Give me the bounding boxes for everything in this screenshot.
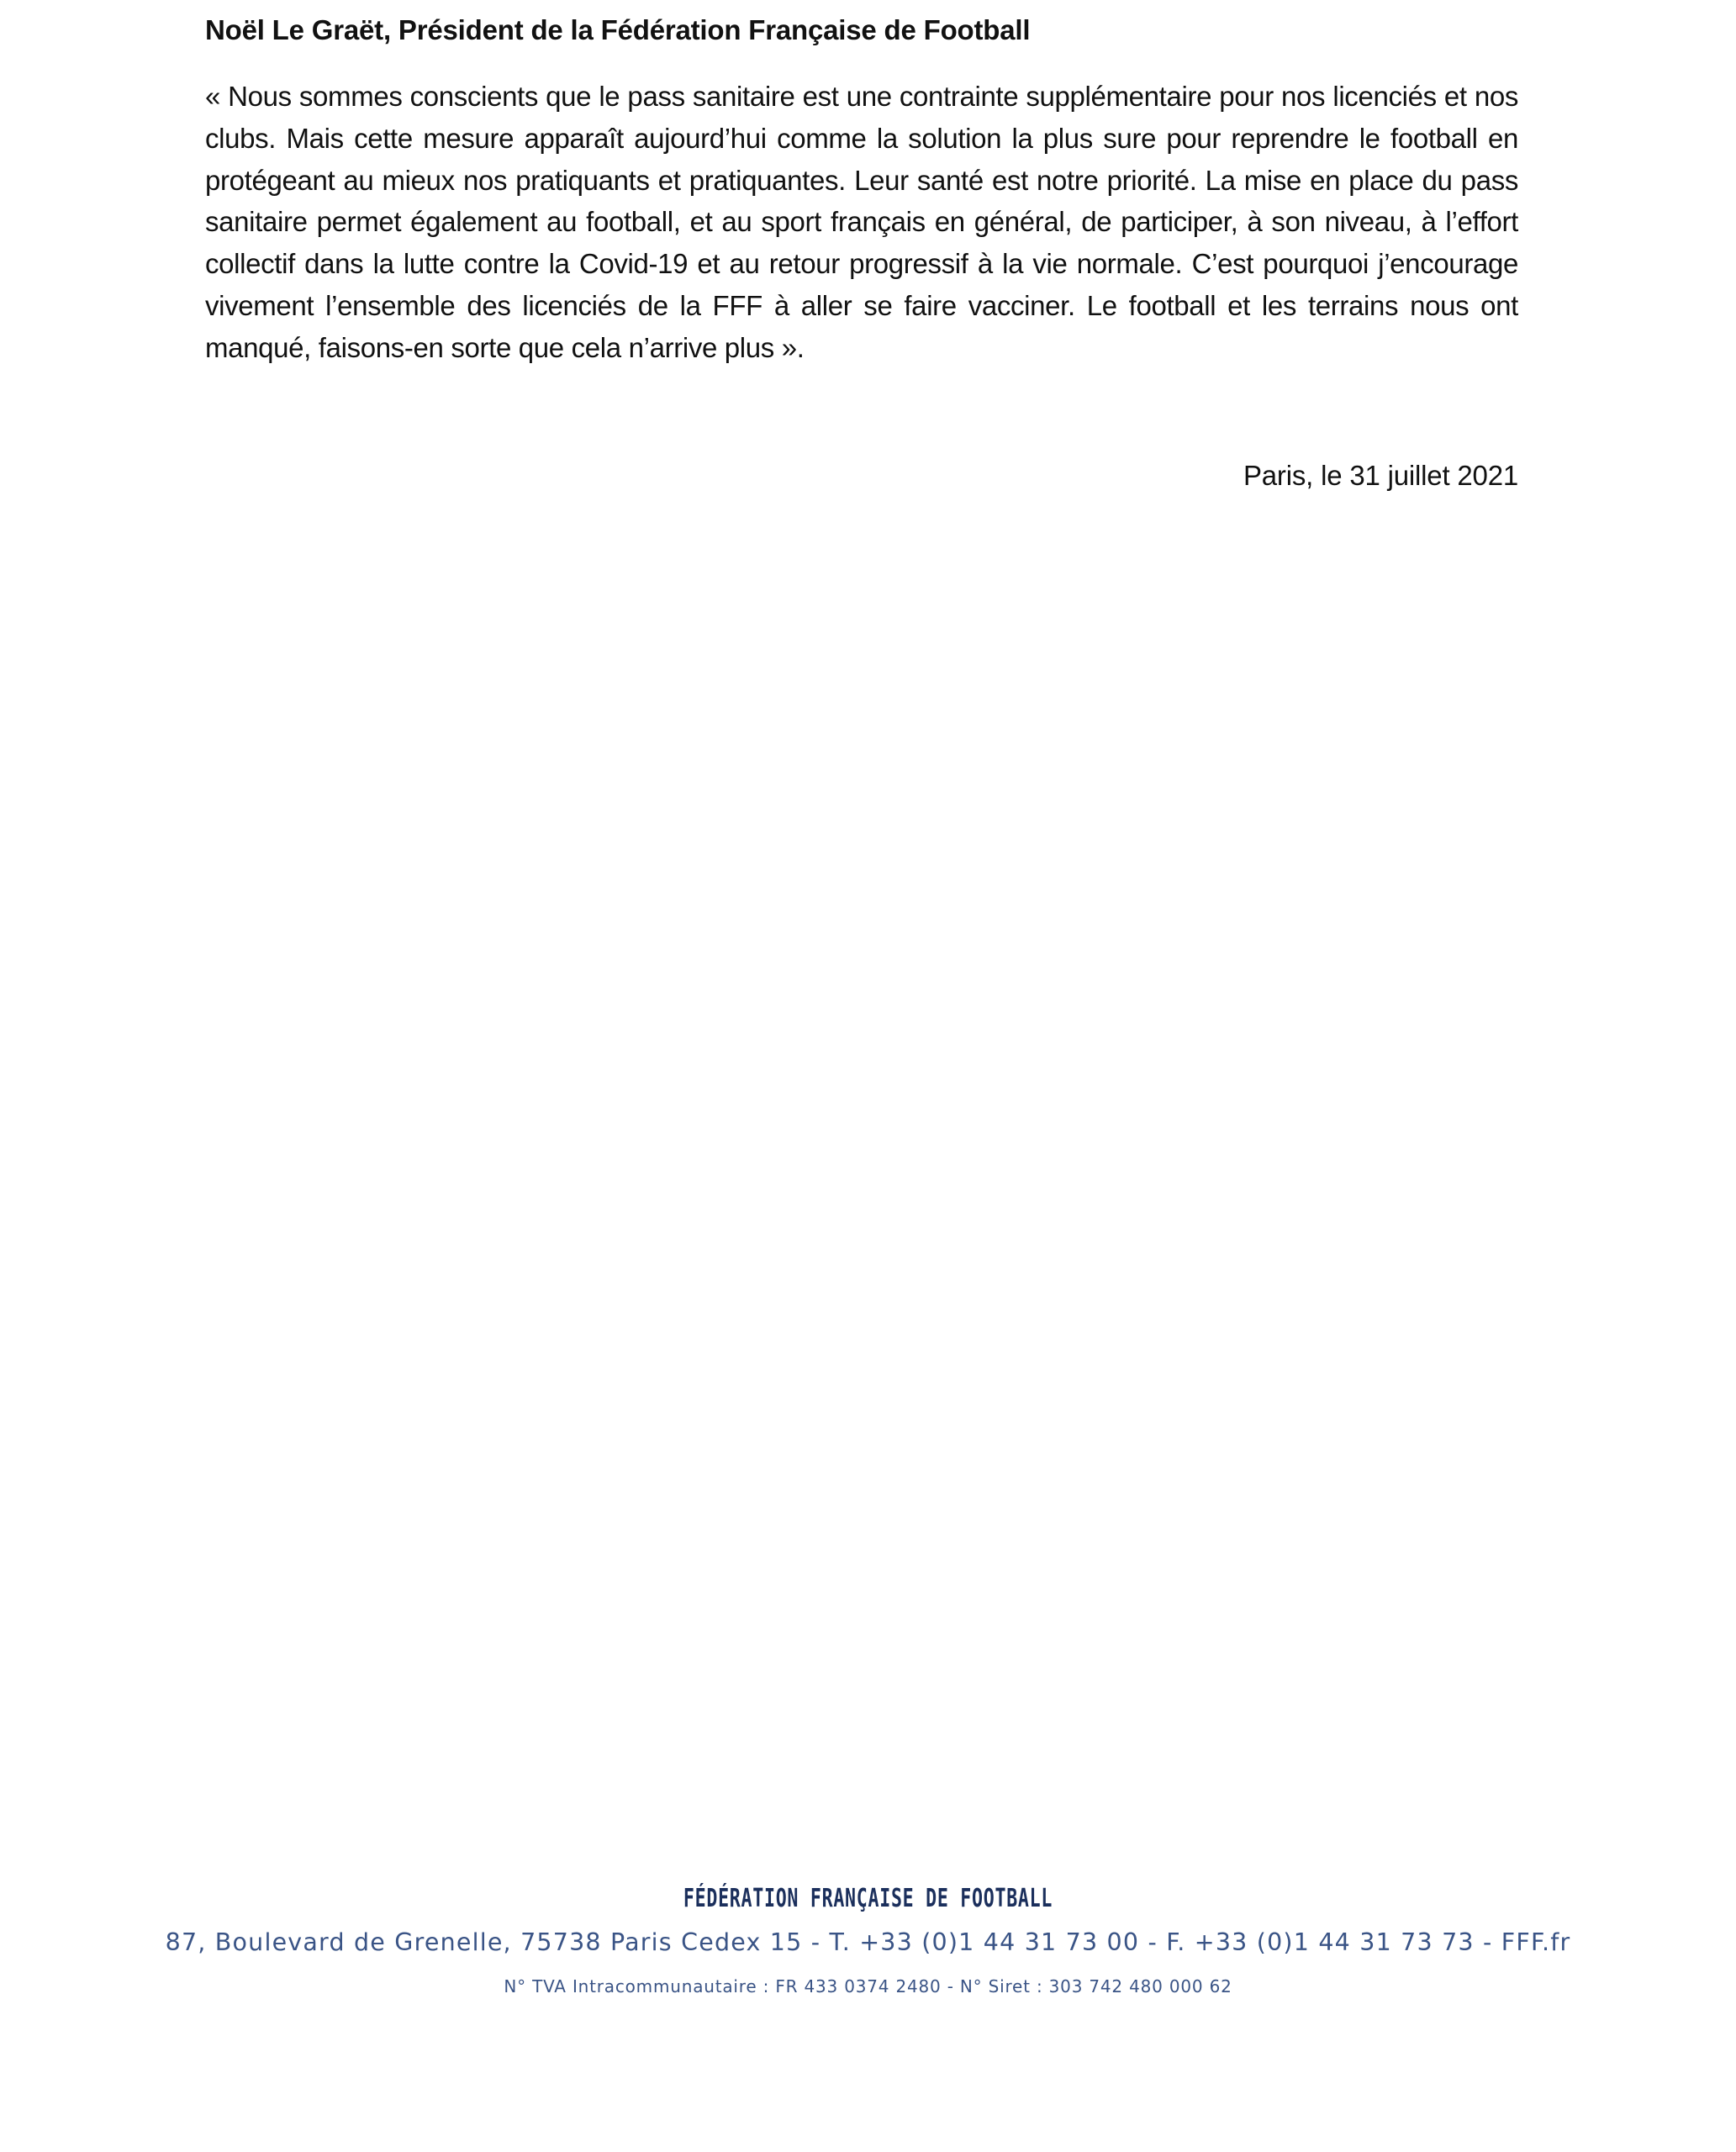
quote-paragraph: « Nous sommes conscients que le pass sanitaire est une contrainte supplémentaire pour nos licenciés et nos clubs. Mais cette mesure apparaît aujourd’hui comme la solution la plus sure pour reprendre le football en protégeant au mieux nos pratiquants et pratiquantes. Leur santé est notre priorité. La mise en place du pass sanitaire permet également au football, et au sport français en général, de participer, à son niveau, à l’effort collectif dans la lutte contre la Covid-19 et au retour progressif à la vie normale. C’est pourquoi j’encourage vivement l’ensemble des licenciés de la FFF à aller se faire vacciner. Le football et les terrains nous ont manqué, faisons-en sorte que cela n’arrive plus ».	[205, 81, 1518, 363]
letterhead-footer	[0, 1879, 1736, 1998]
footer-address: 87, Boulevard de Grenelle, 75738 Paris Cedex 15 - T. +33 (0)1 44 31 73 00 - F. +33 (0)1 44 31 73 73 - FFF.fr	[165, 1928, 1571, 1956]
footer-organization-name: FÉDÉRATION FRANÇAISE DE FOOTBALL	[683, 1884, 1053, 1913]
document-body	[205, 12, 1518, 369]
footer-legal-info: N° TVA Intracommunautaire : FR 433 0374 2480 - N° Siret : 303 742 480 000 62	[504, 1976, 1232, 1996]
dateline: Paris, le 31 juillet 2021	[1243, 460, 1518, 491]
document-heading: Noël Le Graët, Président de la Fédération Française de Football	[205, 14, 1031, 45]
